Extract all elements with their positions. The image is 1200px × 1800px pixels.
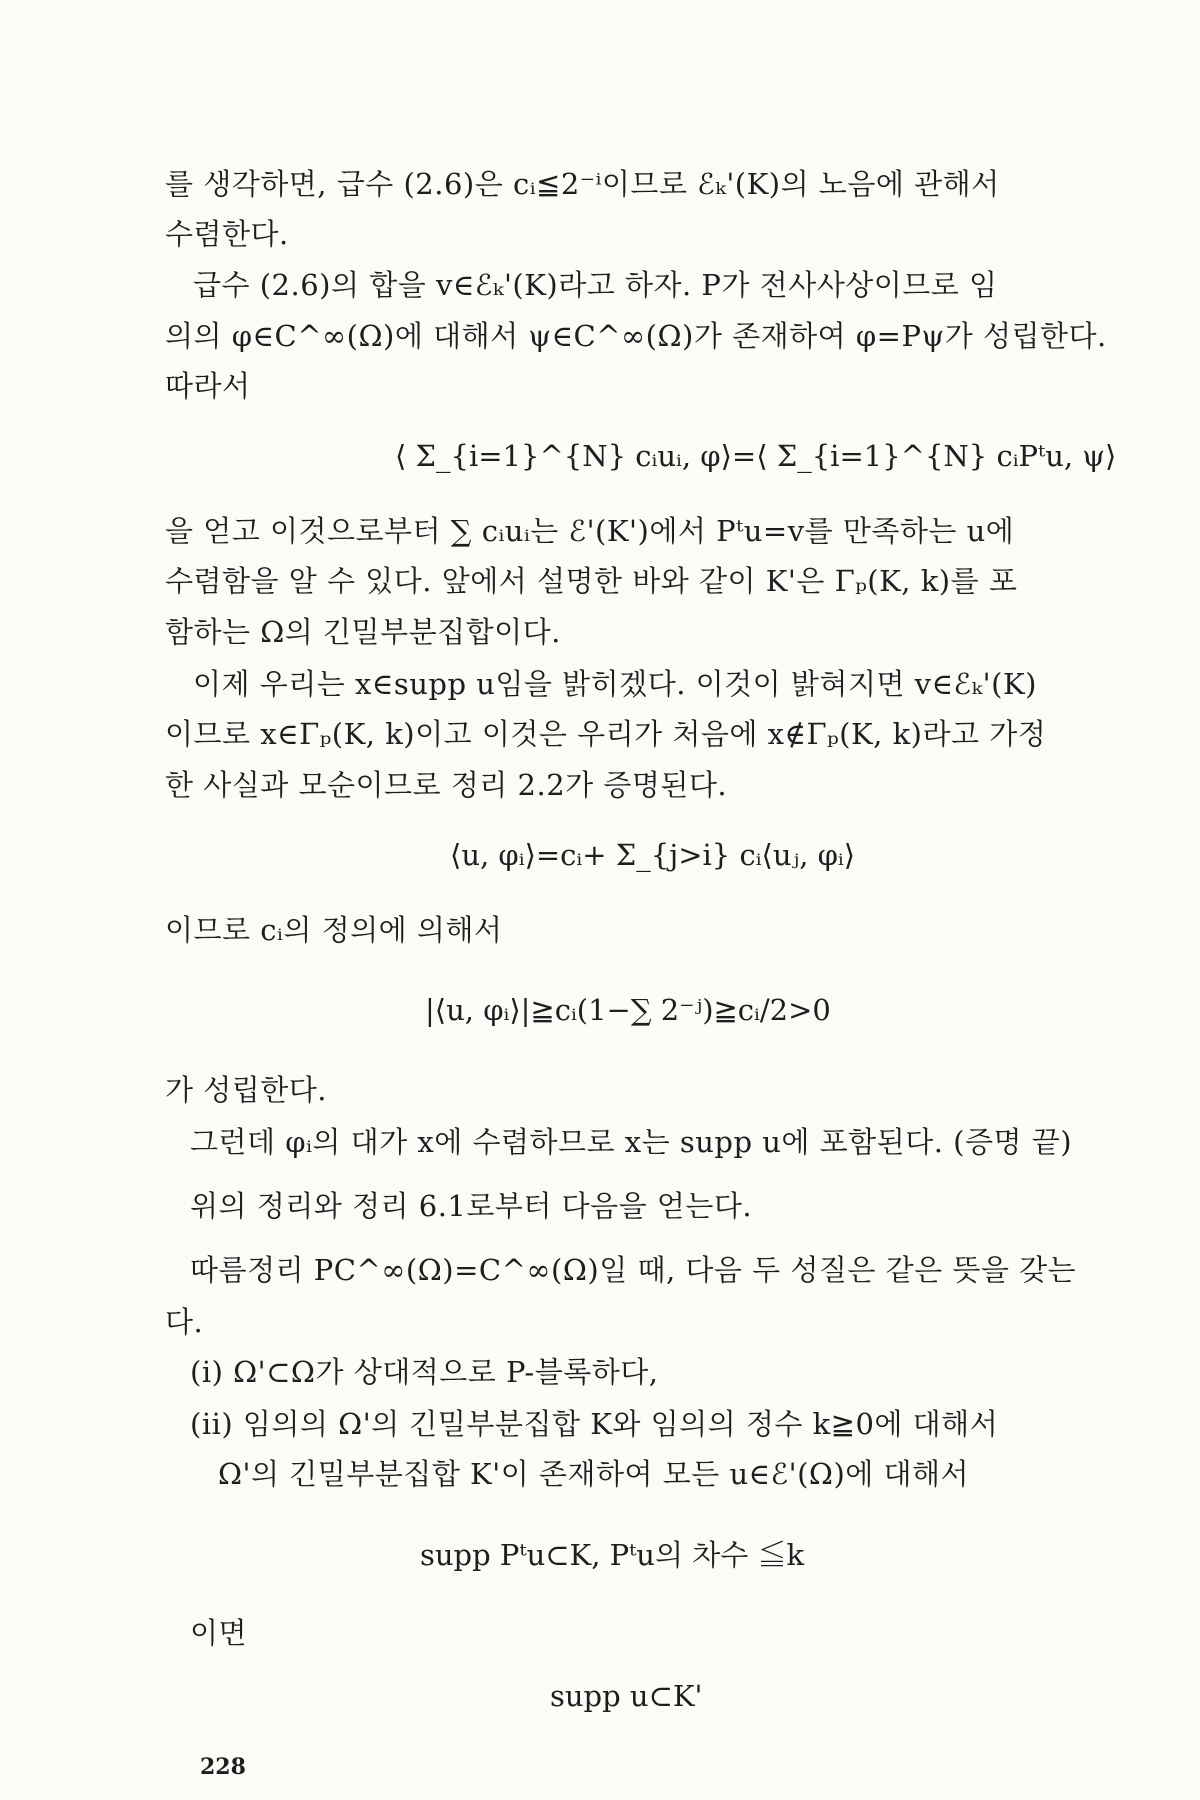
- text-line: 따라서: [165, 369, 251, 403]
- text-line: 그런데 φᵢ의 대가 x에 수렴하므로 x는 supp u에 포함된다. (증명 끝): [190, 1125, 1073, 1159]
- text-line: 위의 정리와 정리 6.1로부터 다음을 얻는다.: [190, 1189, 753, 1223]
- text-line: 급수 (2.6)의 합을 v∈ℰₖ'(K)라고 하자. P가 전사사상이므로 임: [193, 268, 998, 302]
- text-line: 이므로 x∈Γₚ(K, k)이고 이것은 우리가 처음에 x∉Γₚ(K, k)라고 가정: [165, 717, 1047, 751]
- text-line: 수렴한다.: [165, 217, 289, 251]
- text-line: 이면: [190, 1616, 248, 1650]
- text-line: 가 성립한다.: [165, 1073, 328, 1107]
- text-line: 다.: [165, 1305, 204, 1339]
- display-equation: supp u⊂K': [550, 1679, 703, 1713]
- page-number: 228: [200, 1754, 246, 1780]
- text-line: 함하는 Ω의 긴밀부분집합이다.: [165, 615, 561, 649]
- text-line: (ii) 임의의 Ω'의 긴밀부분집합 K와 임의의 정수 k≧0에 대해서: [190, 1407, 999, 1441]
- display-equation: |⟨u, φᵢ⟩|≧cᵢ(1−∑ 2⁻ʲ)≧cᵢ/2>0: [425, 993, 831, 1027]
- text-line: 수렴함을 알 수 있다. 앞에서 설명한 바와 같이 K'은 Γₚ(K, k)를 포: [165, 564, 1018, 598]
- text-line: 를 생각하면, 급수 (2.6)은 cᵢ≦2⁻ⁱ이므로 ℰₖ'(K)의 노음에 관해서: [165, 167, 1000, 201]
- text-line: 을 얻고 이것으로부터 ∑ cᵢuᵢ는 ℰ'(K')에서 Pᵗu=v를 만족하는 u에: [165, 514, 1015, 548]
- display-equation: ⟨ Σ_{i=1}^{N} cᵢuᵢ, φ⟩=⟨ Σ_{i=1}^{N} cᵢPᵗu, ψ⟩: [395, 439, 1117, 473]
- text-line: 이제 우리는 x∈supp u임을 밝히겠다. 이것이 밝혀지면 v∈ℰₖ'(K): [193, 667, 1037, 701]
- text-line: 한 사실과 모순이므로 정리 2.2가 증명된다.: [165, 768, 728, 802]
- text-line: (i) Ω'⊂Ω가 상대적으로 P-블록하다,: [190, 1355, 659, 1389]
- text-line: 의의 φ∈C^∞(Ω)에 대해서 ψ∈C^∞(Ω)가 존재하여 φ=Pψ가 성립한다.: [165, 319, 1107, 353]
- text-line: Ω'의 긴밀부분집합 K'이 존재하여 모든 u∈ℰ'(Ω)에 대해서: [218, 1457, 970, 1491]
- display-equation: supp Pᵗu⊂K, Pᵗu의 차수 ≦k: [420, 1538, 805, 1572]
- display-equation: ⟨u, φᵢ⟩=cᵢ+ Σ_{j>i} cᵢ⟨uⱼ, φᵢ⟩: [450, 838, 856, 872]
- text-line: 이므로 cᵢ의 정의에 의해서: [165, 913, 503, 947]
- text-line: 따름정리 PC^∞(Ω)=C^∞(Ω)일 때, 다음 두 성질은 같은 뜻을 갖는: [190, 1253, 1077, 1287]
